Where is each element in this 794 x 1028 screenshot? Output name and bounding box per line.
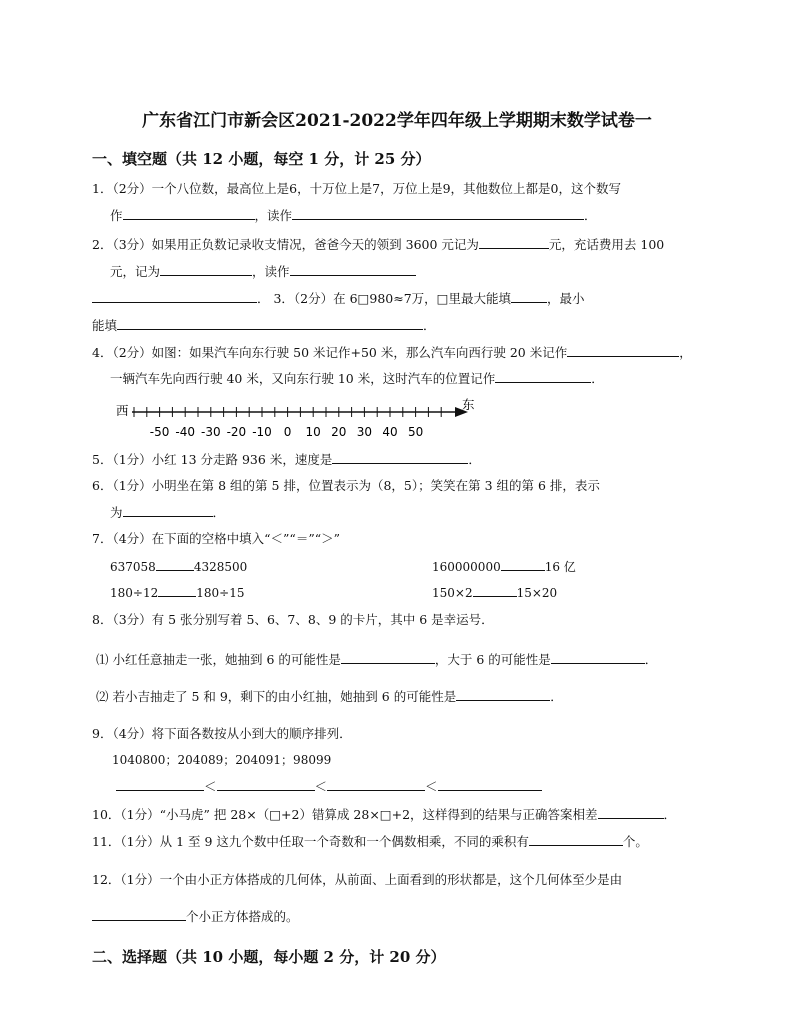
q11-suffix: 个。: [622, 834, 648, 849]
q12-suffix: 个小正方体搭成的。: [186, 909, 299, 924]
q8-head: 8．（3分）有 5 张分别写着 5、6、7、8、9 的卡片，其中 6 是幸运号．: [92, 612, 494, 627]
less-than-2: ＜: [314, 779, 328, 794]
q7-blank-2[interactable]: [501, 558, 545, 571]
q7-blank-4[interactable]: [473, 584, 517, 597]
q4-line2: [110, 370, 604, 387]
q6-blank-position[interactable]: [123, 504, 213, 517]
q2-text: 2．（3分）如果用正负数记录收支情况，爸爸今天的领到 3600 元记为: [92, 237, 479, 252]
number-line-label: 0: [283, 425, 292, 439]
q2-line2: [110, 263, 416, 280]
q7-compare-2: [432, 558, 576, 575]
q2-blank-income[interactable]: [479, 236, 549, 249]
q10-line: [92, 806, 676, 823]
q7-blank-3[interactable]: [158, 584, 196, 597]
q1-period: ．: [584, 208, 597, 223]
q6-line2: [110, 504, 225, 521]
q1-label-read: ，读作: [254, 208, 293, 223]
q2-blank-read[interactable]: [290, 263, 416, 276]
q11-text: 11．（1分）从 1 至 9 这九个数中任取一个奇数和一个偶数相乘，不同的乘积有: [92, 834, 529, 849]
q3-line2: [92, 317, 436, 334]
q3-text-min: ，最小: [546, 291, 585, 306]
q7-c3-left: 180÷12: [110, 586, 159, 600]
q8-p2-period: ．: [550, 689, 563, 704]
east-label: 东: [462, 397, 475, 412]
q12-line2: [92, 908, 299, 925]
q11-blank[interactable]: [529, 833, 623, 846]
number-line-label: 40: [382, 425, 398, 439]
q7-compare-1: [110, 558, 247, 575]
q2-label-record: 元，记为: [110, 264, 161, 279]
q10-period: ．: [663, 807, 677, 822]
q7-c1-left: 637058: [110, 560, 156, 574]
q4-line1: [92, 344, 692, 361]
q3-period: ．: [423, 318, 436, 333]
q7-c2-right: 16 亿: [544, 560, 576, 574]
q5-text: 5．（1分）小红 13 分走路 936 米，速度是: [92, 452, 333, 467]
q4-blank-position[interactable]: [495, 370, 591, 383]
q7-c1-right: 4328500: [193, 560, 248, 574]
q1-line1: 1．（2分）一个八位数，最高位上是6，十万位上是7，万位上是9，其他数位上都是0，这个数写: [92, 181, 621, 196]
q10-blank[interactable]: [598, 806, 664, 819]
q8-blank-six[interactable]: [341, 651, 435, 664]
q8-p2-text: ⑵ 若小吉抽走了 5 和 9，剩下的由小红抽，她抽到 6 的可能性是: [96, 689, 457, 704]
q2-label-read: ，读作: [252, 264, 290, 279]
q7-c3-right: 180÷15: [196, 586, 245, 600]
q5-period: ．: [468, 452, 481, 467]
number-line-label: 10: [305, 425, 321, 439]
q3-blank-min[interactable]: [117, 317, 423, 330]
q3-label-min: 能填: [92, 318, 118, 333]
q7-c4-right: 15×20: [516, 586, 558, 600]
q6-period: ．: [212, 505, 226, 520]
q9-blank-4[interactable]: [438, 778, 542, 791]
q8-p1-period: ．: [644, 652, 658, 667]
number-line: [110, 395, 490, 445]
q12-blank[interactable]: [92, 908, 186, 921]
q4-period: ．: [591, 371, 604, 386]
q9-blank-2[interactable]: [217, 778, 315, 791]
q2-blank-read-cont[interactable]: [92, 290, 257, 303]
q7-c2-left: 160000000: [432, 560, 501, 574]
q7-compare-4: [432, 584, 557, 601]
q8-part2: [96, 688, 563, 705]
less-than-1: ＜: [204, 779, 217, 794]
q1-blank-write[interactable]: [123, 207, 255, 220]
q4-blank-west[interactable]: [567, 344, 679, 357]
q1-line2: [110, 207, 597, 224]
q8-p1-text: ⑴ 小红任意抽走一张，她抽到 6 的可能性是: [96, 652, 341, 667]
q10-text: 10．（1分）“小马虎” 把 28×（□+2）错算成 28×□+2，这样得到的结果与正确答案相差: [92, 807, 598, 822]
q9-blank-1[interactable]: [116, 778, 204, 791]
q3-blank-max[interactable]: [511, 290, 547, 303]
q4-text2: 一辆汽车先向西行驶 40 米，又向东行驶 10 米，这时汽车的位置记作: [110, 371, 496, 386]
section-heading-fill-blank: 一、填空题（共 12 小题，每空 1 分，计 25 分）: [92, 150, 431, 168]
q1-label-write: 作: [110, 208, 123, 223]
q1-blank-read[interactable]: [292, 207, 584, 220]
number-line-label: -20: [226, 425, 247, 439]
q7-head: 7．（4分）在下面的空格中填入“＜”“＝”“＞”: [92, 531, 340, 546]
q7-blank-1[interactable]: [156, 558, 194, 571]
q2-blank-record[interactable]: [160, 263, 252, 276]
q12-line1: 12．（1分）一个由小正方体搭成的几何体，从前面、上面看到的形状都是，这个几何体至少是由: [92, 872, 623, 887]
q2-line1: [92, 236, 664, 253]
number-line-label: -40: [175, 425, 196, 439]
q4-comma: ，: [679, 345, 692, 360]
q3-text: ． 3．（2分）在 6□980≈7万，□里最大能填: [257, 291, 511, 306]
q5-line: [92, 451, 481, 468]
q11-line: [92, 833, 648, 850]
q5-blank-speed[interactable]: [332, 451, 468, 464]
number-line-label: -10: [252, 425, 272, 439]
q3-line1: [92, 290, 584, 307]
number-line-label: 30: [356, 425, 373, 439]
west-label: 西: [116, 403, 129, 418]
q7-c4-left: 150×2: [432, 586, 473, 600]
q9-head: 9．（4分）将下面各数按从小到大的顺序排列．: [92, 726, 352, 741]
q6-label: 为: [110, 505, 123, 520]
number-line-label: 20: [331, 425, 347, 439]
section-heading-choice: 二、选择题（共 10 小题，每小题 2 分，计 20 分）: [92, 948, 446, 966]
q9-blank-3[interactable]: [327, 778, 425, 791]
number-line-label: -50: [149, 425, 170, 439]
q9-numbers: 1040800；204089；204091；98099: [112, 753, 332, 767]
number-line-label: 50: [407, 425, 424, 439]
q4-text: 4．（2分）如图：如果汽车向东行驶 50 米记作+50 米，那么汽车向西行驶 20 米记作: [92, 345, 568, 360]
q2-text-cont: 元，充话费用去 100: [548, 237, 665, 252]
q8-p1-text2: ，大于 6 的可能性是: [434, 652, 551, 667]
q8-part1: [96, 651, 657, 668]
page-title: 广东省江门市新会区2021-2022学年四年级上学期期末数学试卷一: [142, 111, 652, 131]
q8-blank-six-2[interactable]: [456, 688, 550, 701]
q8-blank-greater[interactable]: [551, 651, 645, 664]
q9-order-blanks: [116, 778, 542, 795]
less-than-3: ＜: [425, 779, 438, 794]
q7-compare-3: [110, 584, 244, 601]
q6-line1: 6．（1分）小明坐在第 8 组的第 5 排，位置表示为（8，5）；笑笑在第 3 组的第 6 排，表示: [92, 478, 600, 493]
number-line-label: -30: [200, 425, 221, 439]
